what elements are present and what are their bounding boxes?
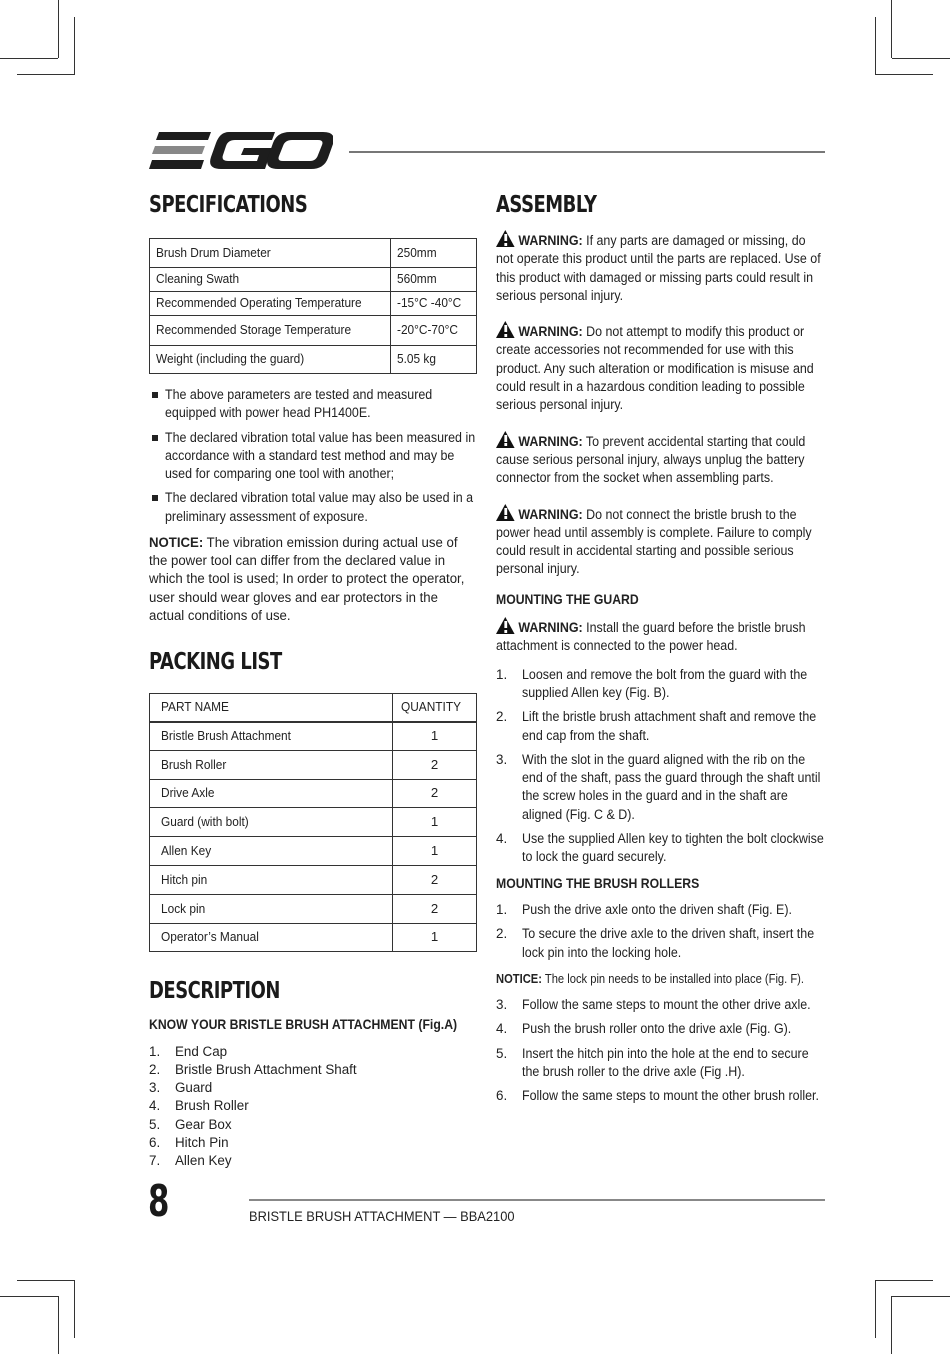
left-column [149, 188, 477, 1170]
table-row [150, 239, 477, 268]
list-item: 2. To secure the drive axle to the driven shaft, insert the lock pin into the locking hole. [496, 926, 815, 960]
right-column [496, 188, 826, 1112]
warning-triangle-icon [496, 230, 515, 247]
spec-label: Weight (including the guard) [156, 351, 305, 367]
table-row [150, 808, 477, 837]
warning-triangle-icon [496, 617, 515, 634]
warning-text: Do not attempt to modify this product or create accessories not recommended for use with this product. Any such alteration or modification is misuse and could result in a hazardous condition leading to possible serious personal injury. [496, 324, 814, 413]
list-item: 7. Allen Key [149, 1152, 232, 1168]
page-number: 8 [148, 1176, 170, 1227]
spec-label: Cleaning Swath [156, 271, 240, 287]
list-item: 3. Follow the same steps to mount the other drive axle. [496, 997, 811, 1013]
list-item: 4. Push the brush roller onto the drive axle (Fig. G). [496, 1021, 792, 1037]
part-qty: 2 [393, 894, 477, 923]
warning-triangle-icon [496, 431, 515, 448]
warning-label: WARNING: [518, 433, 583, 449]
mounting-rollers-title: MOUNTING THE BRUSH ROLLERS [496, 875, 700, 891]
part-name: Guard (with bolt) [161, 814, 249, 830]
notice-label: NOTICE: [496, 970, 542, 986]
part-qty: 1 [393, 722, 477, 751]
spec-value: 5.05 kg [397, 351, 437, 367]
specifications-title: SPECIFICATIONS [149, 192, 308, 218]
table-row [150, 268, 477, 292]
spec-value: 250mm [397, 244, 438, 260]
guard-steps [496, 666, 826, 867]
footer-title: BRISTLE BRUSH ATTACHMENT — BBA2100 [249, 1208, 515, 1224]
part-qty: 2 [393, 779, 477, 808]
list-item: 2. Lift the bristle brush attachment shaft and remove the end cap from the shaft. [496, 709, 817, 743]
warning-text: To prevent accidental starting that could cause serious personal injury, always unplug the battery connector from the socket when assembling parts. [496, 433, 806, 486]
spec-label: Brush Drum Diameter [156, 244, 271, 260]
assembly-title: ASSEMBLY [496, 192, 597, 218]
notice-text: The vibration emission during actual use of the power tool can differ from the declared value in which the tool is used; In order to protect the operator, user should wear gloves and ear protectors in the actual conditions of use. [149, 535, 465, 624]
vibration-notice [149, 534, 477, 625]
roller-steps-b [496, 996, 826, 1105]
description-list [149, 1043, 477, 1170]
spec-notes [149, 386, 477, 526]
warning-text: Install the guard before the bristle brush attachment is connected to the power head. [496, 620, 806, 654]
warning-label: WARNING: [518, 620, 583, 636]
list-item: The declared vibration total value may also be used in a preliminary assessment of exposure. [149, 489, 477, 526]
part-name: Bristle Brush Attachment [161, 728, 291, 744]
table-row [150, 346, 477, 374]
list-item: 1. Push the drive axle onto the driven shaft (Fig. E). [496, 901, 792, 917]
list-item: 6. Hitch Pin [149, 1134, 229, 1150]
part-name: Lock pin [161, 900, 206, 916]
list-item: 6. Follow the same steps to mount the other brush roller. [496, 1088, 819, 1104]
warning-text: If any parts are damaged or missing, do not operate this product until the parts are replaced. Use of this product with damaged or missing parts could result in serious personal injury. [496, 233, 821, 303]
table-row [150, 750, 477, 779]
column-header-quantity: QUANTITY [401, 699, 462, 715]
table-row [150, 292, 477, 316]
spec-label: Recommended Operating Temperature [156, 295, 362, 311]
warning-block [496, 321, 826, 414]
table-row [150, 866, 477, 895]
spec-value: -20°C-70°C [397, 322, 459, 338]
part-name: Drive Axle [161, 785, 215, 801]
description-title: DESCRIPTION [149, 978, 280, 1005]
spec-value: -15°C -40°C [397, 295, 462, 311]
list-item: The above parameters are tested and measured equipped with power head PH1400E. [149, 386, 477, 423]
footer-rule [249, 1199, 825, 1201]
part-name: Operator’s Manual [161, 929, 259, 945]
header-rule [349, 151, 825, 153]
warning-text: Do not connect the bristle brush to the power head until assembly is complete. Failure to comply could result in accidental starting and possible serious personal injury. [496, 506, 812, 577]
list-item: 4. Use the supplied Allen key to tighten the bolt clockwise to lock the guard securely. [496, 831, 824, 865]
column-header-part: PART NAME [161, 699, 229, 715]
warning-label: WARNING: [518, 324, 583, 340]
notice-text: The lock pin needs to be installed into place (Fig. F). [541, 970, 805, 986]
warning-triangle-icon [496, 504, 515, 521]
table-row [150, 722, 477, 751]
warning-block [496, 504, 826, 579]
warning-block [496, 431, 826, 488]
roller-steps-a [496, 901, 826, 962]
description-subtitle: KNOW YOUR BRISTLE BRUSH ATTACHMENT (Fig.A) [149, 1017, 458, 1033]
roller-notice [496, 970, 826, 988]
ego-logo-graphic [149, 130, 333, 172]
table-header-row [150, 694, 477, 722]
table-row [150, 316, 477, 346]
table-row [150, 779, 477, 808]
part-name: Allen Key [161, 843, 212, 859]
warning-label: WARNING: [518, 506, 583, 522]
warning-block [496, 230, 826, 305]
warning-block [496, 617, 826, 656]
specifications-table [149, 238, 477, 374]
bullet-icon [152, 435, 158, 441]
part-name: Hitch pin [161, 871, 208, 887]
warning-label: WARNING: [518, 233, 583, 248]
notice-label: NOTICE: [149, 535, 204, 552]
bullet-icon [152, 392, 158, 398]
warning-triangle-icon [496, 321, 515, 338]
mounting-guard-title: MOUNTING THE GUARD [496, 591, 639, 607]
part-qty: 1 [393, 923, 477, 952]
part-qty: 2 [393, 750, 477, 779]
part-qty: 1 [393, 837, 477, 866]
list-item: The declared vibration total value has been measured in accordance with a standard test method and may be used for comparing one tool with another; [149, 429, 477, 484]
part-qty: 1 [393, 808, 477, 837]
spec-label: Recommended Storage Temperature [156, 322, 352, 338]
list-item: 3. Guard [149, 1080, 213, 1096]
list-item: 5. Gear Box [149, 1116, 232, 1132]
ego-logo [149, 130, 333, 172]
list-item: 5. Insert the hitch pin into the hole at the end to secure the brush roller to the drive axle (Fig .H). [496, 1045, 809, 1079]
list-item: 4. Brush Roller [149, 1098, 249, 1114]
bullet-icon [152, 495, 158, 501]
list-item: 3. With the slot in the guard aligned with the rib on the end of the shaft, pass the guard through the shaft until the screw holes in the guard and in the shaft are aligned (Fig. C & D). [496, 751, 821, 822]
part-name: Brush Roller [161, 756, 227, 772]
list-item: 2. Bristle Brush Attachment Shaft [149, 1061, 357, 1077]
packing-list-title: PACKING LIST [149, 649, 282, 676]
table-row [150, 894, 477, 923]
table-row [150, 923, 477, 952]
packing-list-table [149, 693, 477, 952]
list-item: 1. Loosen and remove the bolt from the guard with the supplied Allen key (Fig. B). [496, 666, 808, 700]
part-qty: 2 [393, 866, 477, 895]
list-item: 1. End Cap [149, 1043, 228, 1059]
table-row [150, 837, 477, 866]
spec-value: 560mm [397, 271, 438, 287]
